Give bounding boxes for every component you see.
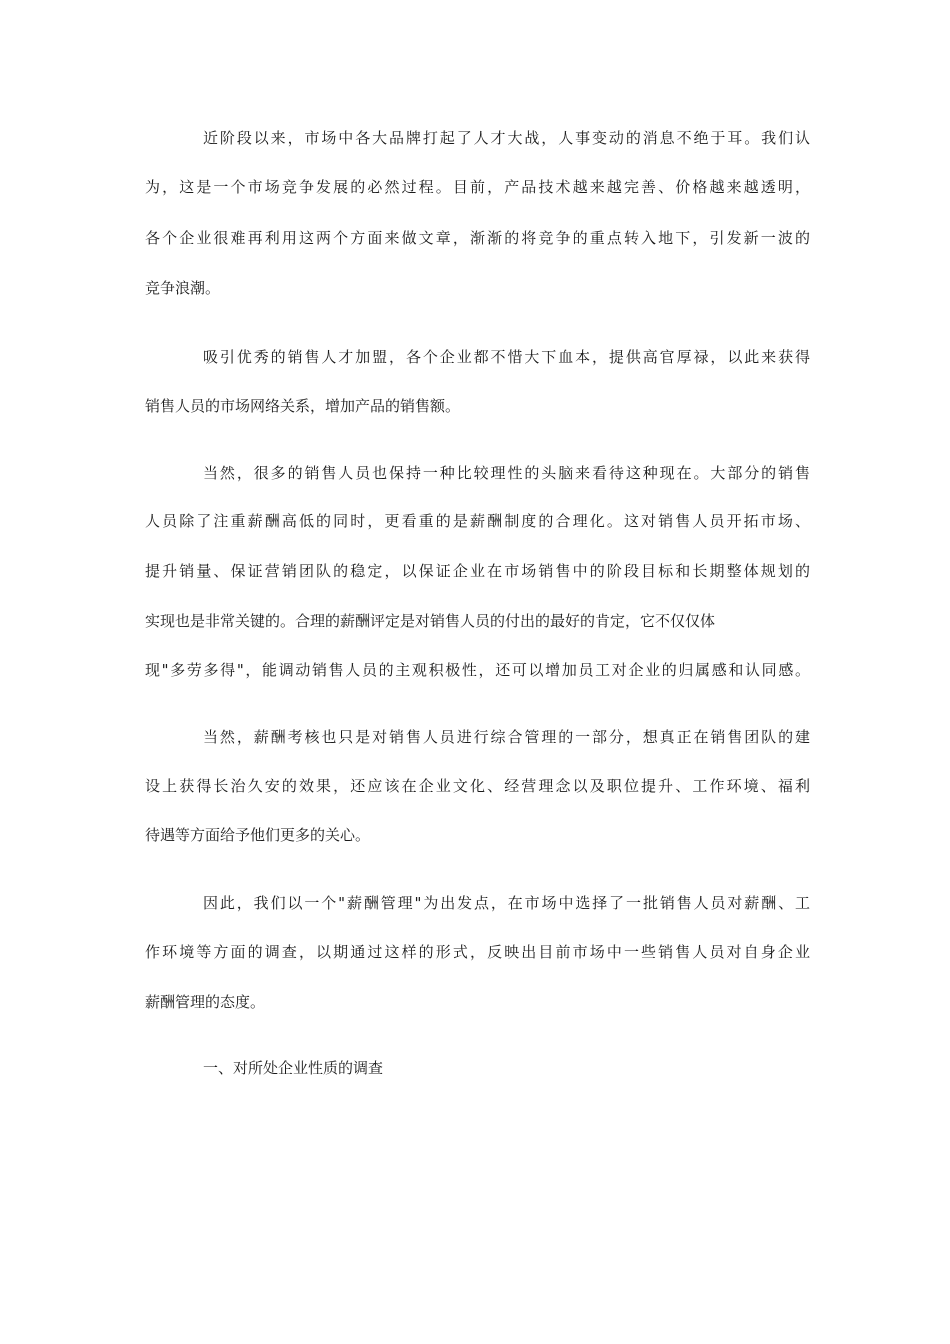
paragraph-1-line-4: 竞争浪潮。 [145, 279, 221, 297]
paragraph-4-line-1: 当然，薪酬考核也只是对销售人员进行综合管理的一部分，想真正在销售团队的建 [203, 728, 810, 746]
paragraph-5-line-3: 薪酬管理的态度。 [145, 993, 266, 1011]
paragraph-4-line-2: 设上获得长治久安的效果，还应该在企业文化、经营理念以及职位提升、工作环境、福利 [145, 777, 810, 795]
paragraph-2-line-2: 销售人员的市场网络关系，增加产品的销售额。 [145, 397, 461, 415]
paragraph-1-line-1: 近阶段以来，市场中各大品牌打起了人才大战，人事变动的消息不绝于耳。我们认 [203, 129, 810, 147]
paragraph-3-line-2: 人员除了注重薪酬高低的同时，更看重的是薪酬制度的合理化。这对销售人员开拓市场、 [145, 512, 810, 530]
paragraph-4-line-3: 待遇等方面给予他们更多的关心。 [145, 826, 371, 844]
paragraph-5-line-2: 作环境等方面的调查，以期通过这样的形式，反映出目前市场中一些销售人员对自身企业 [145, 943, 810, 961]
paragraph-5-line-1: 因此，我们以一个"薪酬管理"为出发点，在市场中选择了一批销售人员对薪酬、工 [203, 894, 810, 912]
paragraph-1-line-2: 为，这是一个市场竞争发展的必然过程。目前，产品技术越来越完善、价格越来越透明， [145, 178, 810, 196]
paragraph-3-line-3: 提升销量、保证营销团队的稳定，以保证企业在市场销售中的阶段目标和长期整体规划的 [145, 562, 810, 580]
paragraph-1-line-3: 各个企业很难再利用这两个方面来做文章，渐渐的将竞争的重点转入地下，引发新一波的 [145, 229, 810, 247]
paragraph-3-line-5: 现"多劳多得"，能调动销售人员的主观积极性，还可以增加员工对企业的归属感和认同感。 [145, 661, 810, 679]
section-heading: 一、对所处企业性质的调查 [203, 1059, 384, 1077]
paragraph-2-line-1: 吸引优秀的销售人才加盟，各个企业都不惜大下血本，提供高官厚禄，以此来获得 [203, 348, 810, 366]
paragraph-3-line-1: 当然，很多的销售人员也保持一种比较理性的头脑来看待这种现在。大部分的销售 [203, 464, 810, 482]
paragraph-3-line-4: 实现也是非常关键的。合理的薪酬评定是对销售人员的付出的最好的肯定，它不仅仅体 [145, 612, 716, 630]
